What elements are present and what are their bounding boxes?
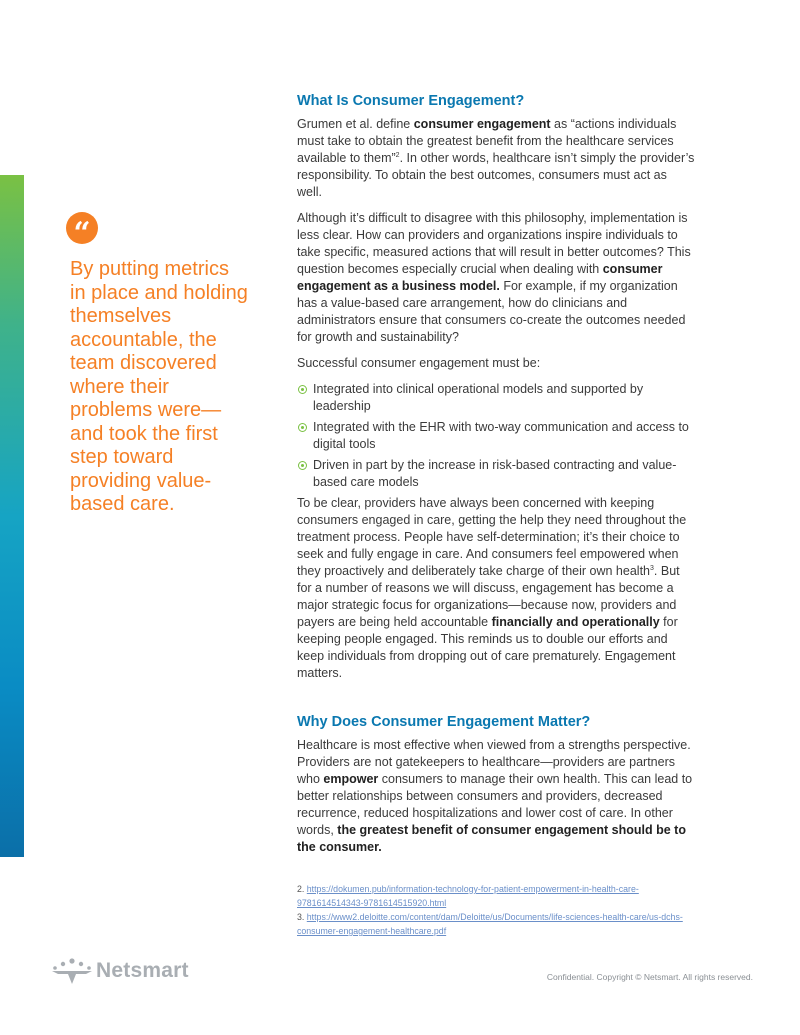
bullet-circle-icon [298,385,307,394]
text-run: For example, if my organization has a value-based care arrangement, how do clinicians and administrators ensure that consumers co-create the outcomes needed for growth and sustainability? [297,279,686,344]
list-item-text: Driven in part by the increase in risk-based contracting and value-based care models [313,458,677,489]
list-item [297,381,695,415]
list-item [297,457,695,491]
footnote-number: 3. [297,912,307,922]
text-run: To be clear, providers have always been concerned with keeping consumers engaged in care, getting the help they need throughout the treatment process. People have self-determination; it’s their choice to seek and fully engage in care. And consumers feel empowered when they proactively and deliberately take charge of their own health [297,496,687,578]
list-item [297,419,695,453]
paragraph-to-be-clear [297,495,695,682]
bold-text: empower [323,772,379,786]
text-run: . But for a number of reasons we will discuss, engagement has become a major strategic focus for organizations—because now, providers and payers are being held accountable [297,564,680,629]
bold-text: consumer engagement [413,117,551,131]
footnote-ref: 2 [395,151,400,159]
text-run: as “actions individuals must take to obtain the greatest benefit from the healthcare services available to them” [297,117,677,165]
footnote-3 [297,910,697,938]
paragraph-strengths [297,737,695,856]
section-spacer [297,691,695,713]
footnote-ref: 3 [650,564,654,572]
footnote-number: 2. [297,884,307,894]
accent-side-bar [0,175,24,857]
footnote-link[interactable]: https://www2.deloitte.com/content/dam/Deloitte/us/Documents/life-sciences-health-care/us-dchs-consumer-engagement-healthcare.pdf [297,912,683,936]
paragraph-implementation [297,210,695,346]
netsmart-logo-icon [50,957,94,985]
paragraph-definition [297,116,695,201]
quote-mark-icon: “ [66,212,98,244]
bold-text: consumer engagement as a business model. [297,262,663,293]
text-run: Grumen et al. define [297,117,414,131]
text-run: for keeping people engaged. This reminds us to double our efforts and keep individuals from dropping out of care prematurely. Engagement matters. [297,615,678,680]
list-item-text: Integrated into clinical operational models and supported by leadership [313,382,644,413]
paragraph-must-be: Successful consumer engagement must be: [297,356,541,370]
text-run: Although it’s difficult to disagree with this philosophy, implementation is less clear. How can providers and organizations inspire individuals to take specific, measured actions that will result in better outcomes? This question becomes especially crucial when dealing with [297,211,691,276]
netsmart-logo [50,956,189,986]
bold-text: financially and operationally [491,615,660,629]
confidential-notice: Confidential. Copyright © Netsmart. All rights reserved. [546,972,753,982]
bullet-list [297,381,695,491]
text-run: Healthcare is most effective when viewed from a strengths perspective. Providers are not gatekeepers to healthcare—providers are partners who [297,738,691,786]
section-heading-why-matter: Why Does Consumer Engagement Matter? [297,714,591,730]
main-content [297,92,695,865]
footnotes [297,882,697,938]
bold-text: the greatest benefit of consumer engagement should be to the consumer. [297,823,686,854]
bullet-circle-icon [298,423,307,432]
list-item-text: Integrated with the EHR with two-way communication and access to digital tools [313,420,689,451]
footnote-link[interactable]: https://dokumen.pub/information-technology-for-patient-empowerment-in-health-care-9781614514343-9781614515920.html [297,884,639,908]
bullet-circle-icon [298,461,307,470]
text-run: consumers to manage their own health. This can lead to better relationships between consumers and providers, decreased recurrence, reduced hospitalizations and lower cost of care. In other words, [297,772,693,837]
footnote-2 [297,882,697,910]
text-run: . In other words, healthcare isn’t simply the provider’s responsibility. To obtain the best outcomes, consumers must act as well. [297,151,695,199]
pull-quote: By putting metrics in place and holding themselves accountable, the team discovered where their problems were—and took the first step toward providing value-based care. [70,258,248,515]
logo-wordmark: Netsmart [96,959,189,982]
section-heading-what-is: What Is Consumer Engagement? [297,93,525,109]
